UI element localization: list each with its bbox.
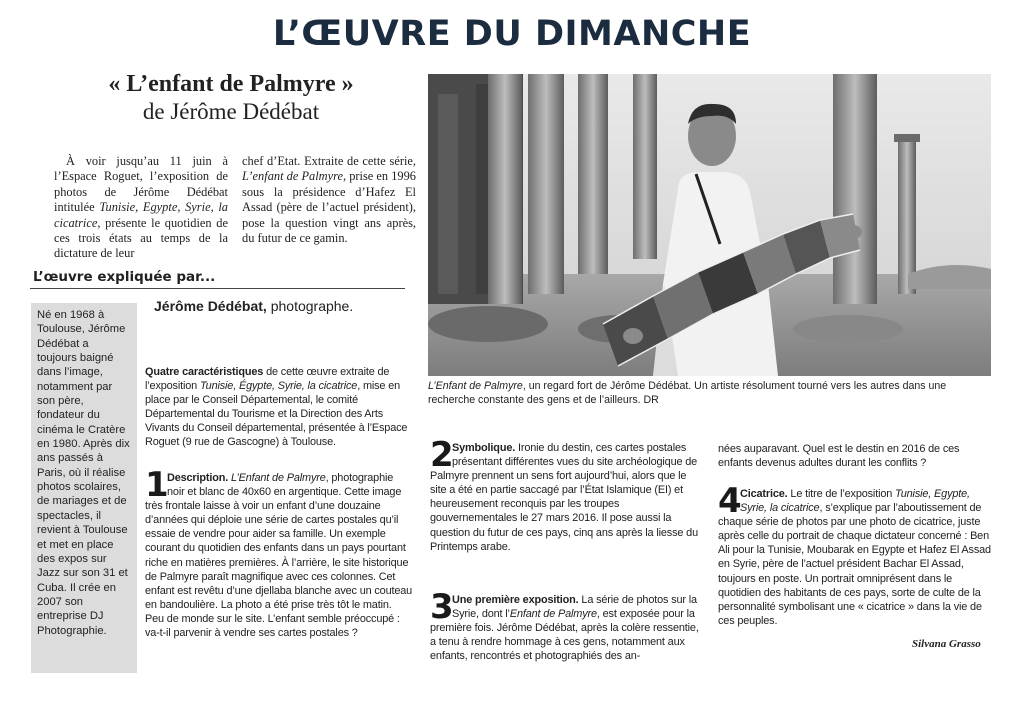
photo-enfant-de-palmyre (428, 74, 991, 376)
section-4-text: Le titre de l’exposition (787, 488, 896, 500)
section-3-lead: Une première exposition. (452, 594, 579, 606)
dropcap-3: 3 (430, 587, 454, 627)
section-1-text: , photographie noir et blanc de 40x60 en argentique. Cette image très frontale laisse à voir un enfant d’une douzaine d’années qui déploie une série de cartes postales qu’il essaie de vendre pour aider sa famille. Un exemple courant du quotidien des enfants dans un pays pourtant riche en matières premières. À l’arrière, le site historique de Palmyre paraît magnifique avec ces colonnes. Cet enfant est revêtu d’une djellaba blanche avec un couteau en bandoulière. La photo a été prise très tôt le matin. Peu de monde sur le site. L’enfant semble préoccupé : va-t-il parvenir à vendre ses cartes postales ? (145, 472, 413, 640)
section-4-text: , s’explique par l’aboutissement de chaque série de photos par une photo de cicatrice, juste après celle du portrait de chaque dictateur concerné : Ben Ali pour la Tunisie, Moubarak en Egypte et Hafez El Assad en Syrie, père de l’actuel président Bachar El Assad, toujours en poste. Un portrait omniprésent dans le quotidien des habitants de ces pays, sorte de culte de la personnalité symbolisant une « cicatrice » dans la vie de ces peuples. (718, 502, 991, 627)
caption-text: , un regard fort de Jérôme Dédébat. Un artiste résolument tourné vers les autres dans une recherche constante des gens et de l’ailleurs. DR (428, 380, 947, 406)
section-heading: L’œuvre expliquée par... (33, 269, 216, 285)
intro-text: chef d’Etat. Extraite de cette série, (242, 154, 416, 168)
section-3 (430, 587, 702, 663)
intro-column-2 (242, 154, 416, 246)
section-4-italic: Tunisie, Egypte, Syrie, la cicatrice (740, 488, 970, 515)
intro-column-1 (54, 154, 228, 262)
body-intro (145, 365, 410, 450)
section-1 (145, 465, 413, 640)
dropcap-2: 2 (430, 435, 454, 475)
section-2 (430, 435, 702, 554)
photo-illustration (428, 74, 991, 376)
author-role: photographe. (266, 298, 354, 314)
dropcap-1: 1 (145, 465, 169, 505)
body-italic: Tunisie, Égypte, Syrie, la cicatrice (199, 380, 358, 393)
work-title-block (70, 70, 392, 126)
intro-text: , présente le quotidien de ces trois états au temps de la dictature de leur (54, 215, 228, 261)
section-2-text: Ironie du destin, ces cartes postales présentant différentes vues du site archéologique de Palmyre prennent un sens fort aujourd’hui, alors que le site a été en partie saccagé par l’État Islamique (EI) et heureusement reconquis par les troupes gouvernementales le 27 mars 2016. Il pose aussi la question du futur de ces pays, cinq ans après la liesse du Printemps arabe. (430, 442, 698, 553)
caption-italic: L’Enfant de Palmyre (428, 380, 523, 392)
work-title: « L’enfant de Palmyre » (108, 71, 354, 97)
intro-text: À voir jusqu’au 11 juin à l’Espace Roguet, l’exposition de photos de Jérôme Dédébat intitulée (54, 154, 228, 215)
author-name: Jérôme Dédébat, (154, 298, 267, 314)
section-2-lead: Symbolique. (452, 442, 516, 454)
intro-italic: L’enfant de Palmyre (242, 169, 343, 184)
intro-italic: Tunisie, Egypte, Syrie, la cicatrice (54, 200, 229, 230)
body-text: de cette œuvre extraite de l’exposition (145, 366, 390, 393)
section-3-text: La série de photos sur la Syrie, dont l’ (452, 594, 697, 621)
section-3-text: , est exposée pour la première fois. Jérôme Dédébat, après la colère ressentie, a tenu à rendre hommage à ces gens, notamment aux enfants, rencontrés et photographiés des an- (430, 608, 699, 663)
heading-rule (30, 288, 405, 289)
section-1-lead: Description. (167, 472, 229, 484)
column-3-continuation: nées auparavant. Quel est le destin en 2016 de ces enfants devenus adultes durant les conflits ? (718, 443, 960, 470)
section-4 (718, 481, 992, 628)
page-title: L’ŒUVRE DU DIMANCHE (272, 14, 752, 54)
body-text: , mise en place par le Conseil Départemental, le comité Départemental du Tourisme et la Direction des Arts Vivants du Conseil départemental, présentée à l’Espace Roguet (9 rue de Gascogne) à Toulouse. (145, 380, 408, 449)
signature: Silvana Grasso (912, 638, 981, 650)
section-3-italic: Enfant de Palmyre (509, 608, 597, 621)
dropcap-4: 4 (718, 481, 742, 521)
work-author: de Jérôme Dédébat (142, 99, 320, 124)
author-line (154, 298, 353, 314)
photo-caption (428, 380, 991, 407)
section-1-italic: L’Enfant de Palmyre (228, 472, 326, 484)
bio-text: Né en 1968 à Toulouse, Jérôme Dédébat a toujours baigné dans l’image, notamment par son père, fondateur du cinéma le Cratère en 1980. Après dix ans passés à Paris, où il réalise photos scolaires, de mariages et de spectacles, il revient à Toulouse et met en place des expos sur Jazz sur son 31 et Cuba. Il crée en 2007 son entreprise DJ Photographie. (37, 309, 130, 637)
body-lead: Quatre caractéristiques (145, 366, 264, 378)
section-4-lead: Cicatrice. (740, 488, 788, 500)
intro-text: , prise en 1996 sous la présidence d’Hafez El Assad (père de l’actuel président), pose la question vingt ans après, du futur de ce gamin. (242, 169, 417, 246)
